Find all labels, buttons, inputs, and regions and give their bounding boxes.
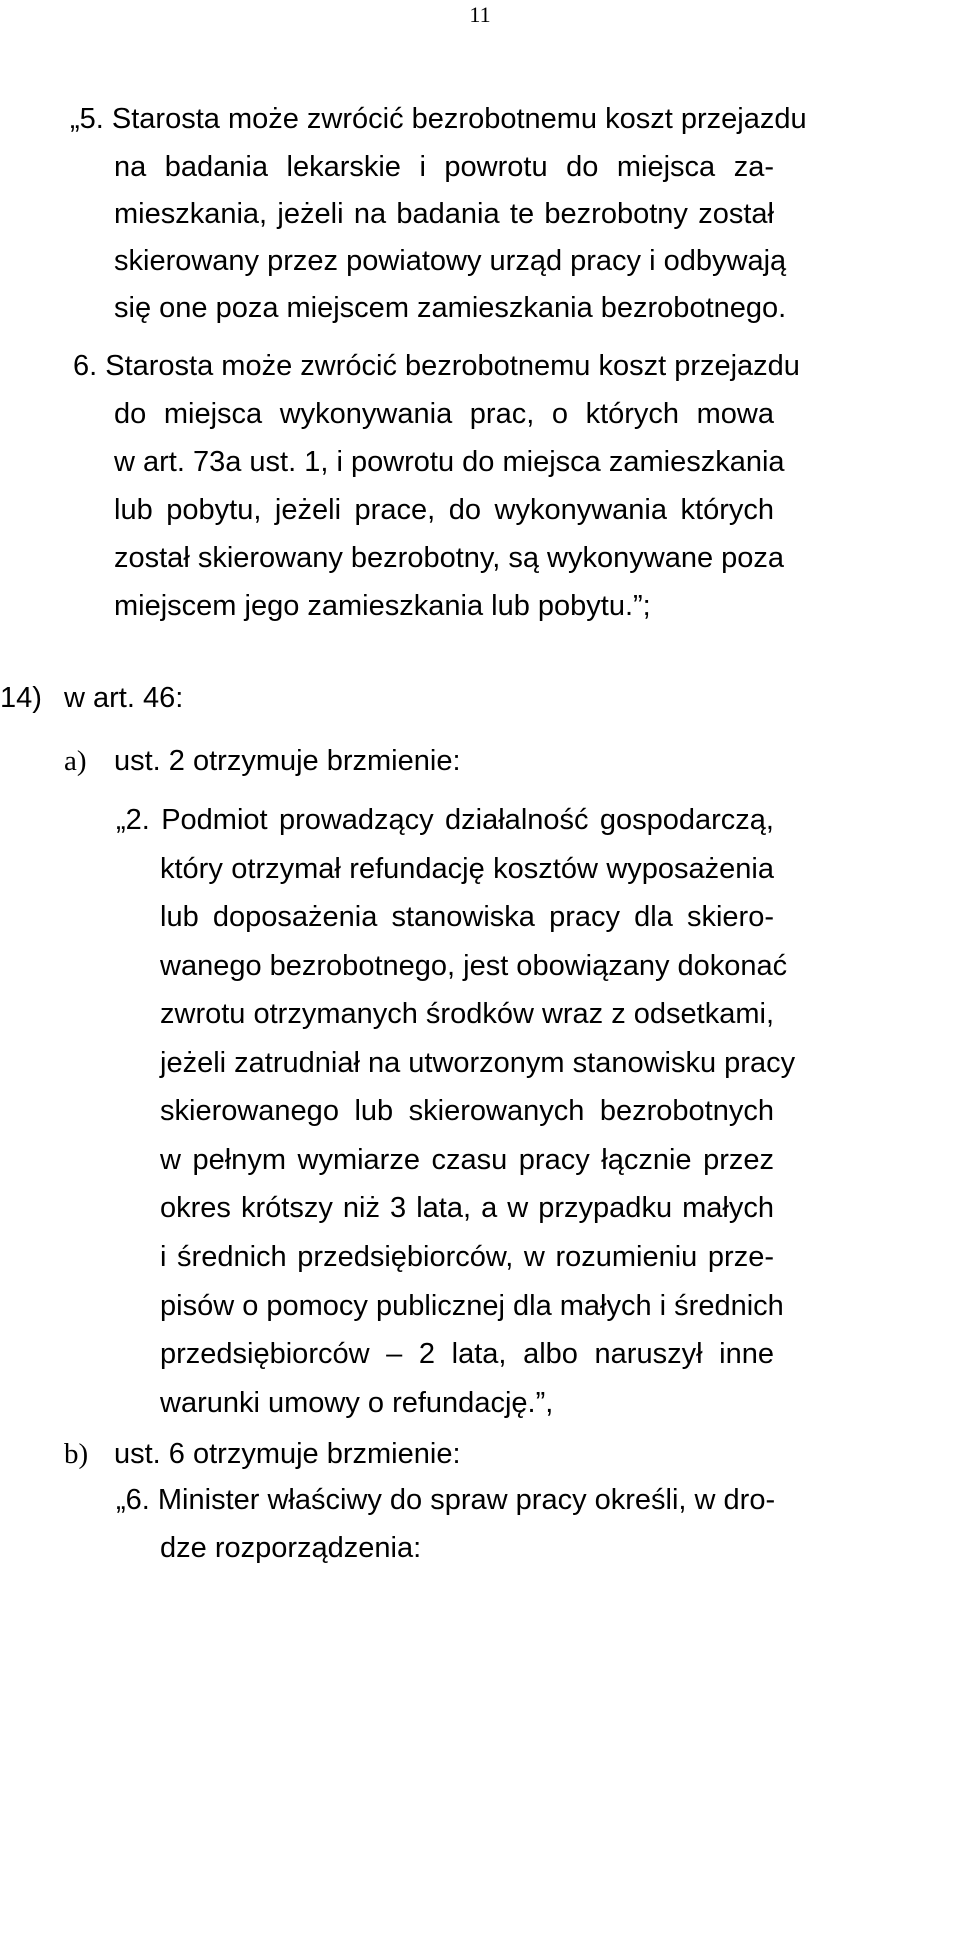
section-6-line-1: 6. Starosta może zwrócić bezrobotnemu koszt przejazdu (73, 350, 800, 382)
quote-2-line-13: warunki umowy o refundację.”, (160, 1387, 554, 1419)
point-14-number: 14) (0, 682, 42, 714)
quote-2-line-1: „2. Podmiot prowadzący działalność gospodarczą, (116, 804, 774, 836)
section-5-line-1: „5. Starosta może zwrócić bezrobotnemu koszt przejazdu (70, 103, 807, 135)
section-6-line-4: lub pobytu, jeżeli prace, do wykonywania których (114, 494, 774, 526)
quote-2-line-7: skierowanego lub skierowanych bezrobotnych (160, 1095, 774, 1127)
item-a-text: ust. 2 otrzymuje brzmienie: (114, 745, 461, 777)
quote-2-line-2: który otrzymał refundację kosztów wyposażenia (160, 853, 774, 885)
quote-6-line-1: „6. Minister właściwy do spraw pracy określi, w dro- (116, 1484, 776, 1516)
quote-2-line-5: zwrotu otrzymanych środków wraz z odsetkami, (160, 998, 775, 1030)
quote-6-line-2: dze rozporządzenia: (160, 1532, 422, 1564)
point-14-text: w art. 46: (64, 682, 184, 714)
quote-2-line-12: przedsiębiorców – 2 lata, albo naruszył inne (160, 1338, 774, 1370)
quote-2-line-10: i średnich przedsiębiorców, w rozumieniu prze- (160, 1241, 774, 1273)
section-5-line-3: mieszkania, jeżeli na badania te bezrobotny został (114, 198, 774, 230)
item-b-text: ust. 6 otrzymuje brzmienie: (114, 1438, 461, 1470)
item-b-letter: b) (64, 1438, 89, 1470)
quote-2-line-8: w pełnym wymiarze czasu pracy łącznie przez (160, 1144, 774, 1176)
section-6-line-5: został skierowany bezrobotny, są wykonywane poza (114, 542, 785, 574)
section-5-line-5: się one poza miejscem zamieszkania bezrobotnego. (114, 292, 787, 324)
quote-2-line-11: pisów o pomocy publicznej dla małych i średnich (160, 1290, 784, 1322)
section-6-line-2: do miejsca wykonywania prac, o których mowa (114, 398, 774, 430)
section-6-line-6: miejscem jego zamieszkania lub pobytu.”; (114, 590, 651, 622)
section-5-line-4: skierowany przez powiatowy urząd pracy i odbywają (114, 245, 787, 277)
item-a-letter: a) (64, 745, 87, 777)
section-5-line-2: na badania lekarskie i powrotu do miejsca za- (114, 151, 774, 183)
quote-2-line-9: okres krótszy niż 3 lata, a w przypadku małych (160, 1192, 774, 1224)
section-6-line-3: w art. 73a ust. 1, i powrotu do miejsca zamieszkania (114, 446, 785, 478)
quote-2-line-4: wanego bezrobotnego, jest obowiązany dokonać (160, 950, 788, 982)
page-number: 11 (469, 2, 491, 27)
quote-2-line-3: lub doposażenia stanowiska pracy dla skiero- (160, 901, 774, 933)
quote-2-line-6: jeżeli zatrudniał na utworzonym stanowisku pracy (160, 1047, 796, 1079)
